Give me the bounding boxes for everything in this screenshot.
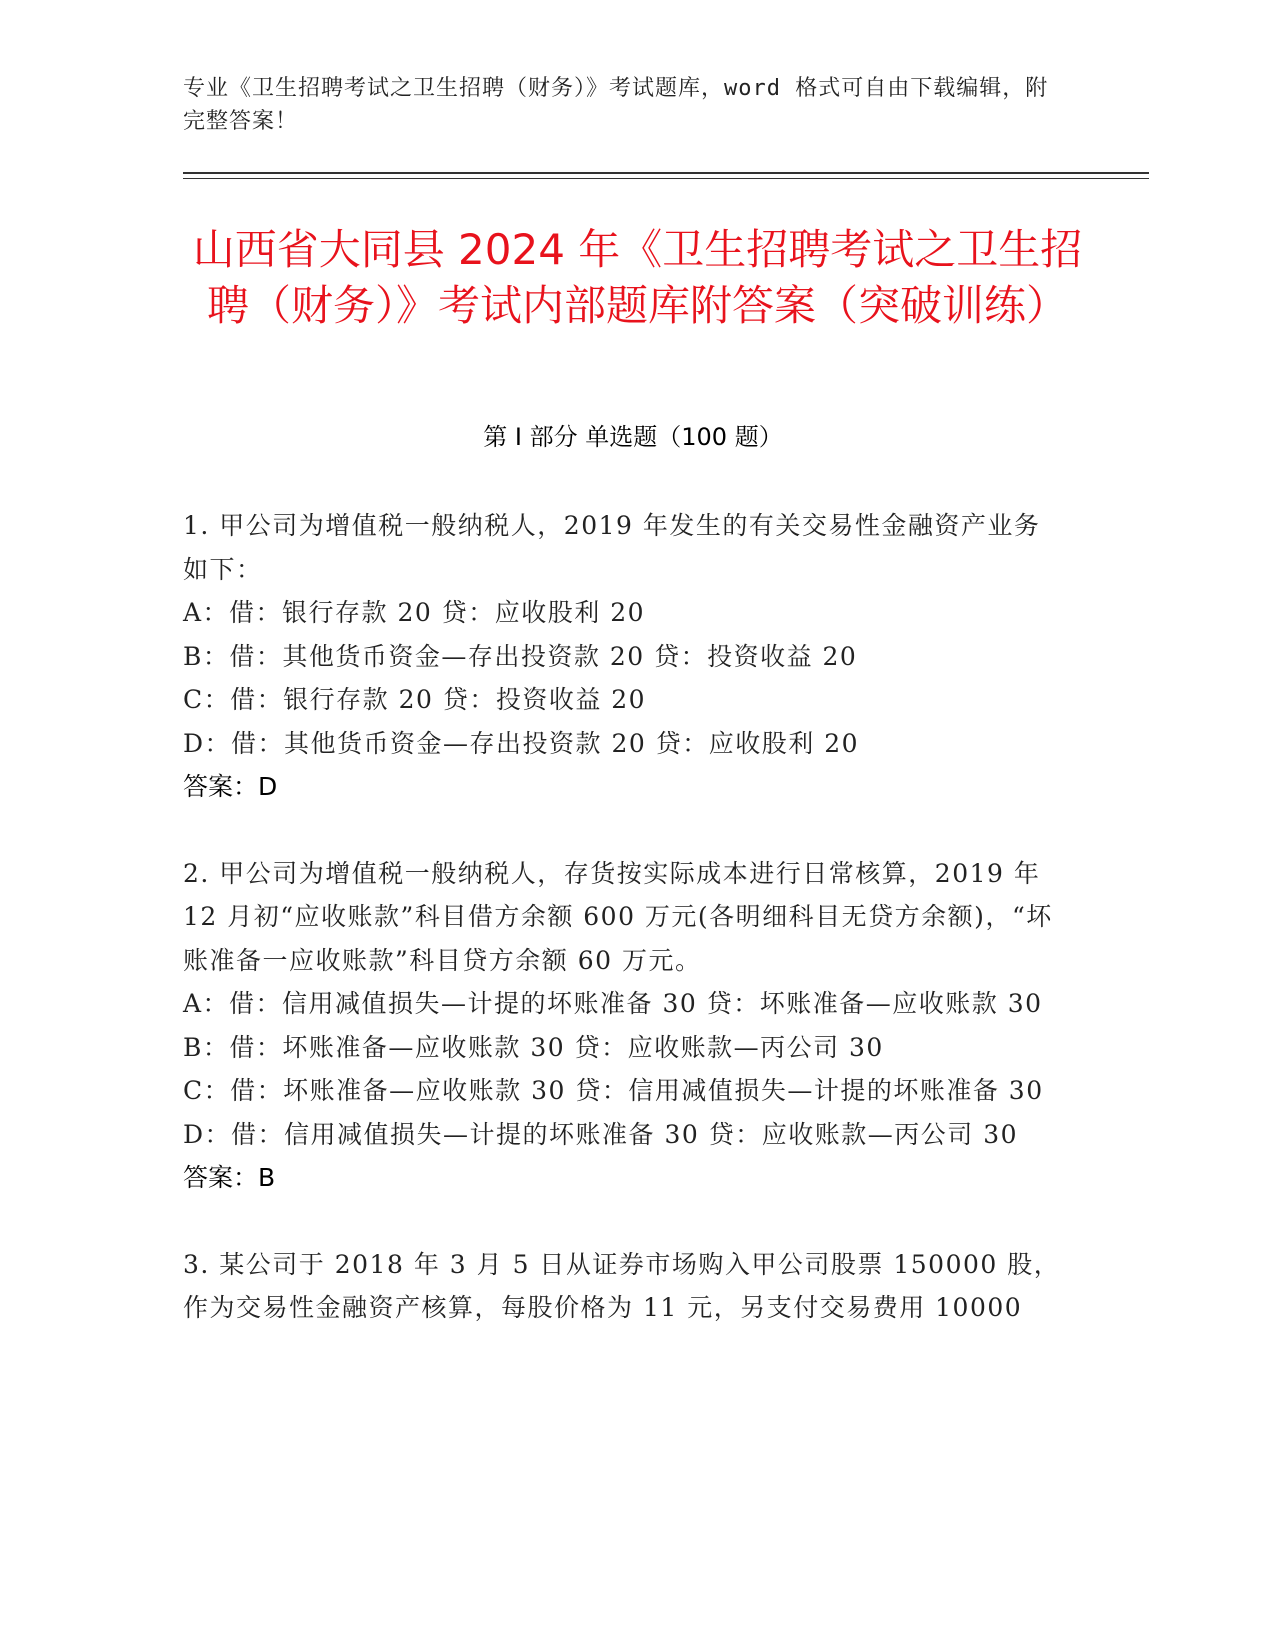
option-d: D：借：信用减值损失—计提的坏账准备 30 贷：应收账款—丙公司 30: [183, 1119, 1019, 1149]
option-a: A：借：信用减值损失—计提的坏账准备 30 贷：坏账准备—应收账款 30: [183, 989, 1043, 1018]
section-title: 第 I 部分 单选题（100 题）: [483, 423, 783, 451]
question-2: [183, 852, 1063, 1200]
header-rule-thin: [183, 178, 1149, 179]
option-d: D：借：其他货币资金—存出投资款 20 贷：应收股利 20: [183, 728, 860, 758]
document-title: 山西省大同县 2024 年《卫生招聘考试之卫生招聘（财务）》考试内部题库附答案（突破训练）: [192, 225, 1083, 330]
header-note: 专业《卫生招聘考试之卫生招聘（财务）》考试题库，word 格式可自由下载编辑，附完整答案！: [183, 76, 1049, 134]
option-b: B：借：其他货币资金—存出投资款 20 贷：投资收益 20: [183, 641, 858, 671]
question-list: [183, 504, 1063, 1373]
header-rule-thick: [183, 172, 1149, 174]
answer: 答案：B: [183, 1163, 276, 1192]
question-stem: 3. 某公司于 2018 年 3 月 5 日从证券市场购入甲公司股票 150000 股，作为交易性金融资产核算，每股价格为 11 元，另支付交易费用 10000: [183, 1249, 1061, 1322]
answer: 答案：D: [183, 772, 278, 801]
option-c: C：借：坏账准备—应收账款 30 贷：信用减值损失—计提的坏账准备 30: [183, 1076, 1044, 1105]
question-stem: 1. 甲公司为增值税一般纳税人，2019 年发生的有关交易性金融资产业务如下：: [183, 511, 1041, 584]
option-b: B：借：坏账准备—应收账款 30 贷：应收账款—丙公司 30: [183, 1032, 884, 1062]
option-a: A：借：银行存款 20 贷：应收股利 20: [183, 598, 646, 627]
option-c: C：借：银行存款 20 贷：投资收益 20: [183, 685, 647, 714]
question-stem: 2. 甲公司为增值税一般纳税人，存货按实际成本进行日常核算，2019 年 12 月初“应收账款”科目借方余额 600 万元(各明细科目无贷方余额)，“坏账准备一应收账款”科目贷方余额 60 万元。: [183, 858, 1053, 975]
question-1: [183, 504, 1063, 809]
question-3: [183, 1243, 1063, 1330]
